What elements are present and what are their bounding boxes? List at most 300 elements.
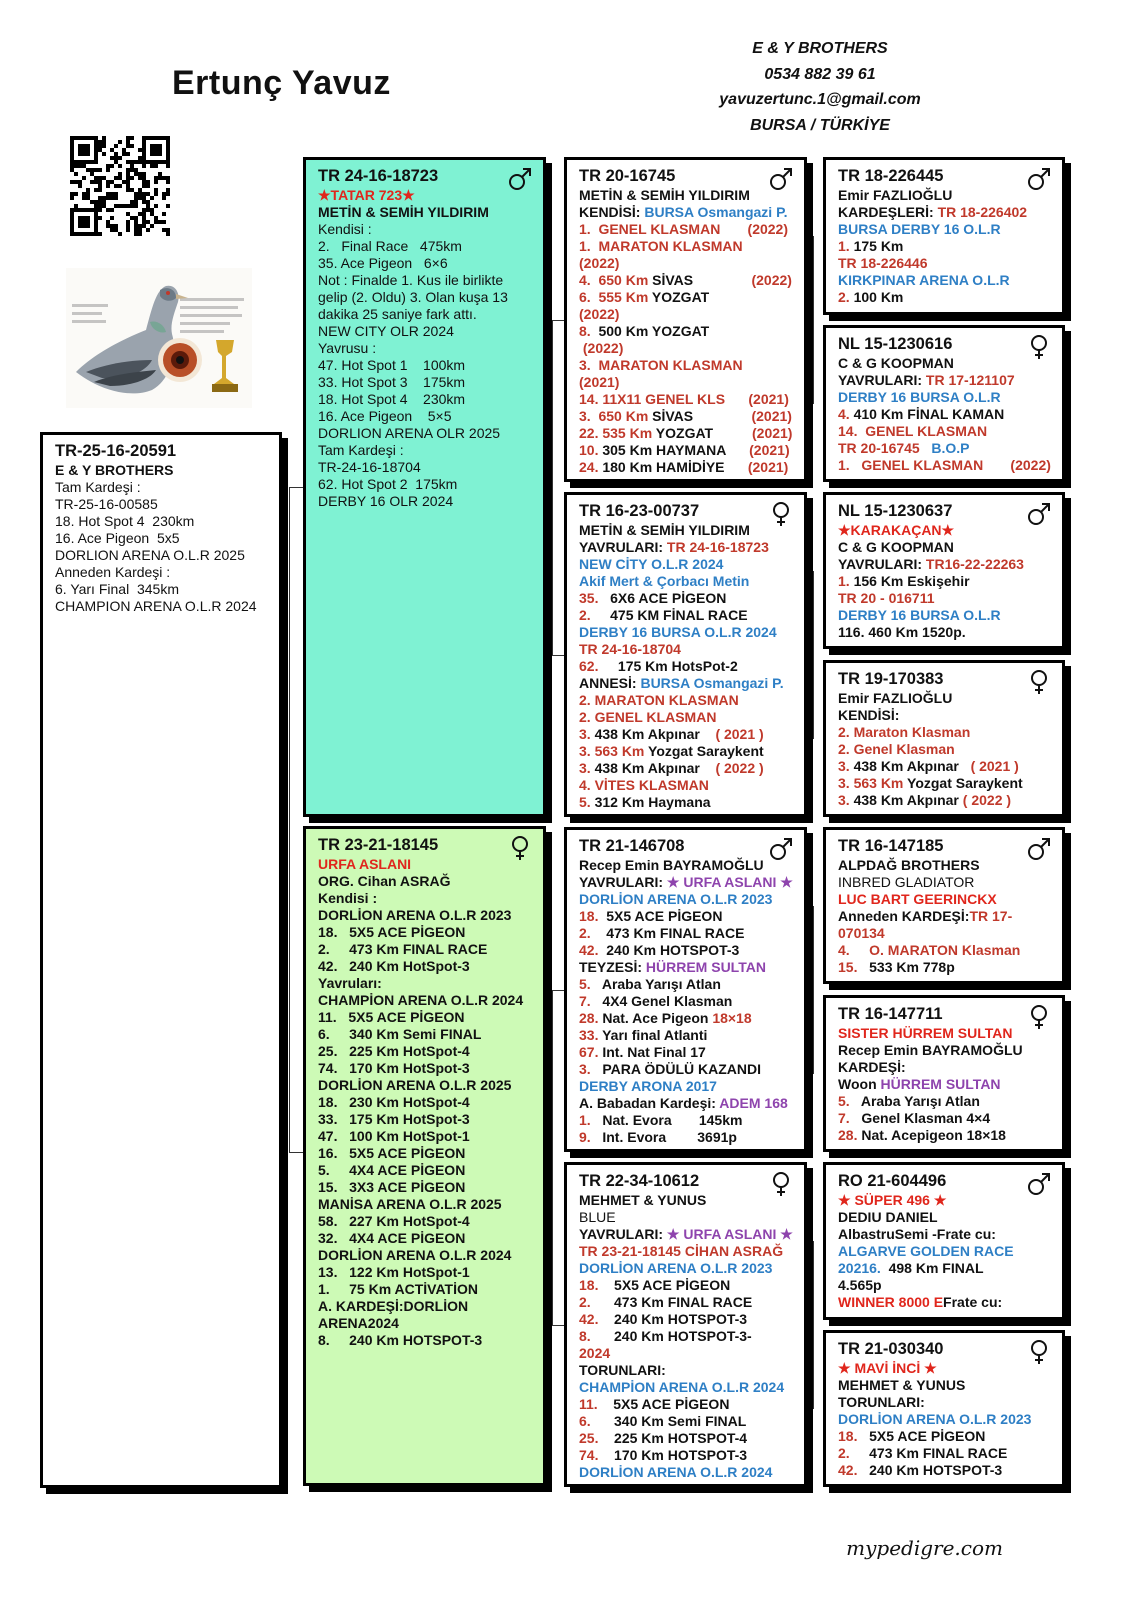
detail-segment: 533 Km 778p (869, 959, 955, 975)
detail-line (579, 408, 794, 425)
detail-line: DORLİON ARENA O.L.R 2023 (838, 1411, 1032, 1427)
detail-line (838, 908, 1052, 925)
detail-segment: 67. (579, 1044, 603, 1060)
detail-line (838, 1260, 1052, 1277)
detail-segment: A. Babadan Kardeşi: (579, 1095, 720, 1111)
detail-segment: YOZGAT (655, 425, 752, 441)
detail-line: A. KARDEŞİ:DORLİON (318, 1298, 469, 1314)
female-icon (1026, 1339, 1052, 1365)
detail-segment: 3. 563 Km (579, 743, 649, 759)
detail-segment: 42. (838, 1462, 870, 1478)
detail-line: (2022) (579, 340, 624, 356)
detail-segment: 100 Km (853, 289, 904, 305)
detail-segment: TR 24-16-18723 (666, 539, 769, 555)
detail-segment: 3. (579, 726, 595, 742)
detail-line: ★ MAVİ İNCİ ★ (838, 1360, 937, 1376)
sire-details (318, 187, 533, 510)
detail-line: 070134 (838, 925, 885, 941)
detail-segment: 438 Km Akpınar (594, 726, 716, 742)
detail-segment: 473 Km FINAL RACE (614, 1294, 753, 1310)
detail-segment: 35. (579, 590, 611, 606)
contact-location: BURSA / TÜRKİYE (750, 116, 890, 134)
detail-line: DORLİON ARENA O.L.R 2024 (579, 1464, 773, 1480)
detail-segment: 240 Km HOTSPOT-3- (614, 1328, 752, 1344)
connector-subject (289, 487, 303, 488)
detail-segment: 240 Km HOTSPOT-3 (869, 1462, 1003, 1478)
detail-line (579, 289, 794, 306)
ggp6-details (838, 1025, 1052, 1144)
detail-line: 4. VİTES KLASMAN (579, 777, 709, 793)
detail-line: 33. Hot Spot 3 175km (318, 374, 466, 390)
female-icon (1026, 1004, 1052, 1030)
detail-segment: 4. 650 Km (579, 272, 653, 288)
connector-gp1 (813, 236, 814, 404)
detail-segment: (2021) (747, 459, 789, 475)
detail-line (579, 425, 794, 442)
detail-segment: TR 17-121107 (925, 372, 1015, 388)
detail-line: CHAMPİON ARENA O.L.R 2024 (579, 1379, 785, 1395)
detail-line: 15. 3X3 ACE PİGEON (318, 1179, 466, 1195)
gp4-ring-number: TR 22-34-10612 (579, 1172, 700, 1190)
detail-segment: 9. (579, 1129, 603, 1145)
detail-segment: 42. (579, 942, 607, 958)
detail-line: 42. 240 Km HotSpot-3 (318, 958, 470, 974)
detail-segment: 340 Km Semi FINAL (614, 1413, 747, 1429)
owner-name: Ertunç Yavuz (172, 64, 391, 102)
detail-segment: PARA ÖDÜLÜ KAZANDI (602, 1061, 762, 1077)
detail-line (579, 459, 794, 476)
detail-segment: 8. (579, 323, 599, 339)
detail-segment: 438 Km Akpınar (594, 760, 716, 776)
detail-segment: B.O.P (931, 440, 970, 456)
detail-line: gelip (2. Oldu) 3. Olan kuşa 13 (318, 289, 508, 305)
detail-line (579, 976, 794, 993)
detail-line: (2022) (579, 306, 620, 322)
great-grandparent-card-2[interactable] (823, 325, 1065, 482)
detail-segment: TEYZESİ: (579, 959, 646, 975)
detail-line (579, 1095, 794, 1112)
connector-subject-vertical (289, 487, 290, 1152)
detail-line (579, 607, 794, 624)
detail-segment: 180 Km HAMİDİYE (602, 459, 748, 475)
detail-segment: KARDEŞLERİ: (838, 204, 938, 220)
detail-line: 2. 473 Km FINAL RACE (318, 941, 488, 957)
detail-segment: 240 Km HOTSPOT-3 (614, 1311, 748, 1327)
detail-line: ORG. Cihan ASRAĞ (318, 873, 451, 889)
ggp1-details (838, 187, 1052, 306)
dam-details (318, 856, 533, 1349)
subject-ring-number: TR-25-16-20591 (55, 442, 177, 460)
detail-line: 2. MARATON KLASMAN (579, 692, 739, 708)
gp3-ring-number: TR 21-146708 (579, 837, 685, 855)
connector-dam-mid (546, 1152, 552, 1153)
connector-gp3 (813, 906, 814, 1074)
detail-line: ★ SÜPER 496 ★ (838, 1192, 947, 1208)
detail-segment: 3. 650 Km (579, 408, 653, 424)
detail-line (838, 238, 1052, 255)
detail-line: 18. 230 Km HotSpot-4 (318, 1094, 470, 1110)
detail-line (838, 775, 1052, 792)
pigeon-photo (66, 268, 252, 408)
ggp8-details (838, 1360, 1052, 1479)
detail-line (579, 1061, 794, 1078)
detail-segment: 2. (579, 925, 607, 941)
detail-segment: YAVRULARI: (838, 372, 926, 388)
detail-segment: (2021) (749, 442, 790, 458)
detail-line: 18. Hot Spot 4 230km (318, 391, 466, 407)
ggp2-ring-number: NL 15-1230616 (838, 335, 953, 353)
great-grandparent-card-5[interactable] (823, 827, 1065, 984)
detail-segment: (2021) (752, 425, 793, 441)
detail-line: 33. 175 Km HotSpot-3 (318, 1111, 470, 1127)
detail-line: ARENA2024 (318, 1315, 399, 1331)
detail-line: DERBY ARONA 2017 (579, 1078, 717, 1094)
detail-line: DORLİON ARENA O.L.R 2023 (318, 907, 512, 923)
detail-line: DORLİON ARENA O.L.R 2024 (318, 1247, 512, 1263)
detail-segment: 25. (579, 1430, 615, 1446)
detail-line: METİN & SEMİH YILDIRIM (579, 187, 750, 203)
female-icon (1026, 334, 1052, 360)
contact-company: E & Y BROTHERS (752, 40, 888, 57)
detail-line: (2022) (579, 255, 620, 271)
detail-line (579, 272, 794, 289)
ggp5-details (838, 857, 1052, 976)
detail-segment: YAVRULARI: (579, 1226, 667, 1242)
detail-line: TORUNLARI: (838, 1394, 925, 1410)
detail-line: 3. MARATON KLASMAN (579, 357, 743, 373)
detail-line: DERBY 16 BURSA O.L.R (838, 389, 1001, 405)
detail-segment: 1. (579, 1112, 603, 1128)
male-icon (1026, 166, 1052, 192)
detail-segment: (2022) (751, 272, 792, 288)
detail-line: Yavruları: (318, 975, 382, 991)
gp1-ring-number: TR 20-16745 (579, 167, 676, 185)
detail-line: ★KARAKAÇAN★ (838, 522, 955, 538)
ggp2-details (838, 355, 1052, 474)
detail-line (579, 1277, 794, 1294)
detail-line: 2. Final Race 475km (318, 238, 462, 254)
detail-line: 62. Hot Spot 2 175km (318, 476, 458, 492)
detail-line: Akif Mert & Çorbacı Metin (579, 573, 750, 589)
detail-line (579, 794, 794, 811)
detail-line (579, 675, 794, 692)
detail-line (838, 406, 1052, 423)
male-icon (768, 836, 794, 862)
detail-line: 11. 5X5 ACE PİGEON (318, 1009, 465, 1025)
connector-dam (552, 990, 553, 1325)
detail-line (579, 743, 794, 760)
detail-segment: 2. (579, 607, 611, 623)
male-icon (507, 166, 533, 192)
detail-line: KENDİSİ: (838, 707, 900, 723)
detail-line (579, 1027, 794, 1044)
detail-segment: ( 2022 ) (962, 792, 1012, 808)
detail-line: TR 20 - 016711 (838, 590, 935, 606)
detail-segment: ( 2022 ) (715, 760, 764, 776)
detail-segment: 473 Km FINAL RACE (869, 1445, 1008, 1461)
great-grandparent-card-8[interactable] (823, 1330, 1065, 1487)
detail-segment: 7. (579, 993, 603, 1009)
detail-line: MANİSA ARENA O.L.R 2025 (318, 1196, 502, 1212)
detail-line: INBRED GLADIATOR (838, 874, 975, 890)
detail-line: 35. Ace Pigeon 6×6 (318, 255, 448, 271)
female-icon (768, 501, 794, 527)
connector-sire-top (552, 320, 564, 321)
detail-segment: 3. (838, 792, 854, 808)
detail-line: BURSA DERBY 16 O.L.R (838, 221, 1001, 237)
detail-segment: SİVAS (652, 408, 752, 424)
detail-segment: BURSA Osmangazi P. (644, 204, 788, 220)
detail-line: DORLİON ARENA O.L.R 2025 (318, 1077, 512, 1093)
detail-segment: 3. (838, 758, 854, 774)
detail-line (838, 792, 1052, 809)
detail-segment: 5. (579, 794, 595, 810)
ggp8-ring-number: TR 21-030340 (838, 1340, 944, 1358)
detail-segment: 4X4 Genel Klasman (602, 993, 733, 1009)
detail-segment: (2021) (751, 408, 792, 424)
detail-segment: 240 Km HOTSPOT-3 (606, 942, 740, 958)
contact-email[interactable]: yavuzertunc.1@gmail.com (719, 91, 921, 108)
detail-segment: 6. 555 Km (579, 289, 652, 305)
detail-segment: 20216. (838, 1260, 889, 1276)
connector-subject-dam (289, 1152, 303, 1153)
detail-line: 13. 122 Km HotSpot-1 (318, 1264, 470, 1280)
detail-line: Not : Finalde 1. Kus ile birlikte (318, 272, 504, 288)
detail-line: 2. Maraton Klasman (838, 724, 971, 740)
detail-line (579, 1129, 794, 1146)
detail-segment: 410 Km FİNAL KAMAN (853, 406, 1005, 422)
grandparent-card-4[interactable] (564, 1162, 807, 1487)
ggp7-details (838, 1192, 1052, 1311)
connector-sire-mid (546, 487, 552, 488)
detail-line: Kendisi : (318, 890, 378, 906)
contact-phone: 0534 882 39 61 (764, 65, 876, 83)
detail-segment: 170 Km HOTSPOT-3 (614, 1447, 748, 1463)
detail-line: 1. MARATON KLASMAN (579, 238, 743, 254)
ggp1-ring-number: TR 18-226445 (838, 167, 944, 185)
detail-line: DERBY 16 BURSA O.L.R 2024 (579, 624, 777, 640)
detail-segment: 6X6 ACE PİGEON (610, 590, 727, 606)
detail-segment: ADEM 168 (719, 1095, 788, 1111)
detail-line (579, 442, 794, 459)
detail-segment: 18. (579, 1277, 615, 1293)
subject-details (55, 462, 269, 615)
detail-line: Tam Kardeşi : (318, 442, 404, 458)
detail-segment: 74. (579, 1447, 615, 1463)
connector-dam-bottom (552, 1325, 564, 1326)
subject-card[interactable] (40, 432, 282, 1488)
detail-segment: 473 Km FINAL RACE (606, 925, 745, 941)
detail-line (579, 993, 794, 1010)
female-icon (1026, 669, 1052, 695)
detail-segment: KENDİSİ: (579, 204, 645, 220)
dam-card[interactable] (303, 826, 546, 1486)
detail-line: TR 24-16-18704 (579, 641, 681, 657)
detail-segment: 3. (579, 1061, 603, 1077)
detail-segment: 22. 535 Km (579, 425, 656, 441)
detail-line: 16. Ace Pigeon 5x5 (55, 530, 180, 546)
detail-line: KIRKPINAR ARENA O.L.R (838, 272, 1010, 288)
grandparent-card-2[interactable] (564, 492, 807, 817)
ggp5-ring-number: TR 16-147185 (838, 837, 944, 855)
detail-segment: 18×18 (712, 1010, 752, 1026)
connector-gp2 (813, 571, 814, 739)
female-icon (507, 835, 533, 861)
detail-line (838, 959, 1052, 976)
great-grandparent-card-1[interactable] (823, 157, 1065, 315)
detail-segment: ( 2021 ) (970, 758, 1019, 774)
female-icon (768, 1171, 794, 1197)
detail-segment: ANNESİ: (579, 675, 641, 691)
detail-segment: Yozgat Saraykent (648, 743, 764, 759)
detail-line: Recep Emin BAYRAMOĞLU (838, 1042, 1023, 1058)
detail-segment: 5X5 ACE PİGEON (613, 1396, 730, 1412)
detail-segment: 156 Km Eskişehir (853, 573, 970, 589)
detail-segment: 225 Km HOTSPOT-4 (614, 1430, 748, 1446)
detail-segment: 5X5 ACE PİGEON (614, 1277, 731, 1293)
detail-line: C & G KOOPMAN (838, 355, 954, 371)
detail-line: ALGARVE GOLDEN RACE (838, 1243, 1014, 1259)
detail-segment: 62. (579, 658, 618, 674)
detail-line: Kendisi : (318, 221, 372, 237)
detail-line: DORLION ARENA O.L.R 2025 (55, 547, 245, 563)
sire-card[interactable] (303, 157, 546, 817)
detail-line (838, 1428, 1052, 1445)
detail-line (579, 1447, 794, 1464)
great-grandparent-card-7[interactable] (823, 1162, 1065, 1320)
detail-segment: 175 Km (853, 238, 904, 254)
detail-segment: 3. (579, 760, 595, 776)
detail-segment: Anneden KARDEŞİ: (838, 908, 970, 924)
ggp3-details (838, 522, 1052, 641)
detail-segment: 5X5 ACE PİGEON (869, 1428, 986, 1444)
detail-line (838, 289, 1052, 306)
male-icon (1026, 1171, 1052, 1197)
footer-site[interactable]: mypedigre.com (846, 1536, 1003, 1560)
detail-segment: 6. (579, 1413, 615, 1429)
grandparent-card-1[interactable] (564, 157, 807, 482)
detail-line (579, 1396, 794, 1413)
detail-line (838, 1127, 1052, 1144)
detail-segment: 498 Km FINAL (888, 1260, 984, 1276)
detail-line: TR 23-21-18145 CİHAN ASRAĞ (579, 1243, 784, 1259)
gp2-ring-number: TR 16-23-00737 (579, 502, 700, 520)
detail-line: dakika 25 saniye fark attı. (318, 306, 477, 322)
detail-segment: Nat. Evora 145km (602, 1112, 743, 1128)
detail-line: (2021) (579, 374, 620, 390)
detail-line (579, 1112, 794, 1129)
detail-line (579, 908, 794, 925)
dam-ring-number: TR 23-21-18145 (318, 836, 439, 854)
detail-line: DEDIU DANIEL (838, 1209, 938, 1225)
gp2-details (579, 522, 794, 811)
detail-line: E & Y BROTHERS (55, 462, 174, 478)
detail-line (579, 1413, 794, 1430)
qr-code[interactable] (70, 136, 170, 236)
grandparent-card-3[interactable] (564, 827, 807, 1152)
detail-segment: Yarı final Atlanti (602, 1027, 708, 1043)
detail-segment: 2. (838, 1445, 870, 1461)
detail-line: MEHMET & YUNUS (579, 1192, 707, 1208)
detail-line: 1. GENEL KLASMAN (2022) (579, 221, 789, 237)
detail-segment: 10. (579, 442, 603, 458)
detail-line (838, 1445, 1052, 1462)
detail-line: CHAMPION ARENA O.L.R 2024 (55, 598, 257, 614)
detail-line: DORLİON ARENA O.L.R 2023 (579, 1260, 773, 1276)
detail-line (579, 959, 794, 976)
detail-line: 1. GENEL KLASMAN (2022) (838, 457, 1051, 473)
detail-segment: Yozgat Saraykent (907, 775, 1023, 791)
detail-line: 74. 170 Km HotSpot-3 (318, 1060, 470, 1076)
detail-segment: 1. (838, 573, 854, 589)
male-icon (768, 166, 794, 192)
connector-dam-top (552, 990, 564, 991)
detail-line: ALPDAĞ BROTHERS (838, 857, 980, 873)
detail-line: Recep Emin BAYRAMOĞLU (579, 857, 764, 873)
detail-segment: TR 20-16745 (838, 440, 932, 456)
detail-line: DORLION ARENA OLR 2025 (318, 425, 501, 441)
detail-segment: 312 Km Haymana (594, 794, 711, 810)
gp4-details (579, 1192, 794, 1481)
detail-line (579, 1044, 794, 1061)
contact-block (690, 36, 950, 138)
detail-line (579, 323, 794, 340)
detail-line: Emir FAZLIOĞLU (838, 187, 953, 203)
detail-line (579, 1226, 794, 1243)
detail-line: TR 18-226446 (838, 255, 928, 271)
detail-line: ★TATAR 723★ (318, 187, 415, 203)
detail-segment: ( 2021 ) (715, 726, 764, 742)
detail-segment: TR 18-226402 (937, 204, 1028, 220)
gp1-details (579, 187, 794, 476)
detail-line: 2. Genel Klasman (838, 741, 955, 757)
detail-line (579, 204, 794, 221)
ggp6-ring-number: TR 16-147711 (838, 1005, 943, 1023)
detail-line: METİN & SEMİH YILDIRIM (318, 204, 489, 220)
detail-segment: 5. (838, 1093, 861, 1109)
detail-segment: 18. (838, 1428, 870, 1444)
detail-segment: YAVRULARI: (838, 556, 926, 572)
detail-segment: BURSA Osmangazi P. (640, 675, 784, 691)
detail-line (838, 1076, 1052, 1093)
detail-segment: WINNER 8000 E (838, 1294, 944, 1310)
detail-line: SISTER HÜRREM SULTAN (838, 1025, 1013, 1041)
detail-segment: 8. (579, 1328, 615, 1344)
detail-segment: Nat. Acepigeon 18×18 (861, 1127, 1006, 1143)
detail-line: 6. 340 Km Semi FINAL (318, 1026, 482, 1042)
great-grandparent-card-6[interactable] (823, 995, 1065, 1152)
detail-line: LUC BART GEERINCKX (838, 891, 997, 907)
detail-segment: 33. (579, 1027, 603, 1043)
great-grandparent-card-4[interactable] (823, 660, 1065, 817)
detail-segment: 11. (579, 1396, 614, 1412)
detail-line (579, 1010, 794, 1027)
detail-segment: 28. (838, 1127, 862, 1143)
detail-line: 14. GENEL KLASMAN (838, 423, 988, 439)
detail-line (838, 758, 1052, 775)
detail-segment: Araba Yarışı Atlan (860, 1093, 980, 1109)
detail-line: 116. 460 Km 1520p. (838, 624, 966, 640)
detail-line: 58. 227 Km HotSpot-4 (318, 1213, 470, 1229)
detail-segment: YAVRULARI: (579, 539, 667, 555)
detail-segment: 15. (838, 959, 870, 975)
great-grandparent-card-3[interactable] (823, 492, 1065, 649)
detail-line (838, 1294, 1052, 1311)
detail-segment: ★ URFA ASLANI ★ (666, 1226, 793, 1242)
detail-line: AlbastruSemi -Frate cu: (838, 1226, 996, 1242)
detail-line: 16. 5X5 ACE PİGEON (318, 1145, 466, 1161)
detail-segment: 5. (579, 976, 602, 992)
